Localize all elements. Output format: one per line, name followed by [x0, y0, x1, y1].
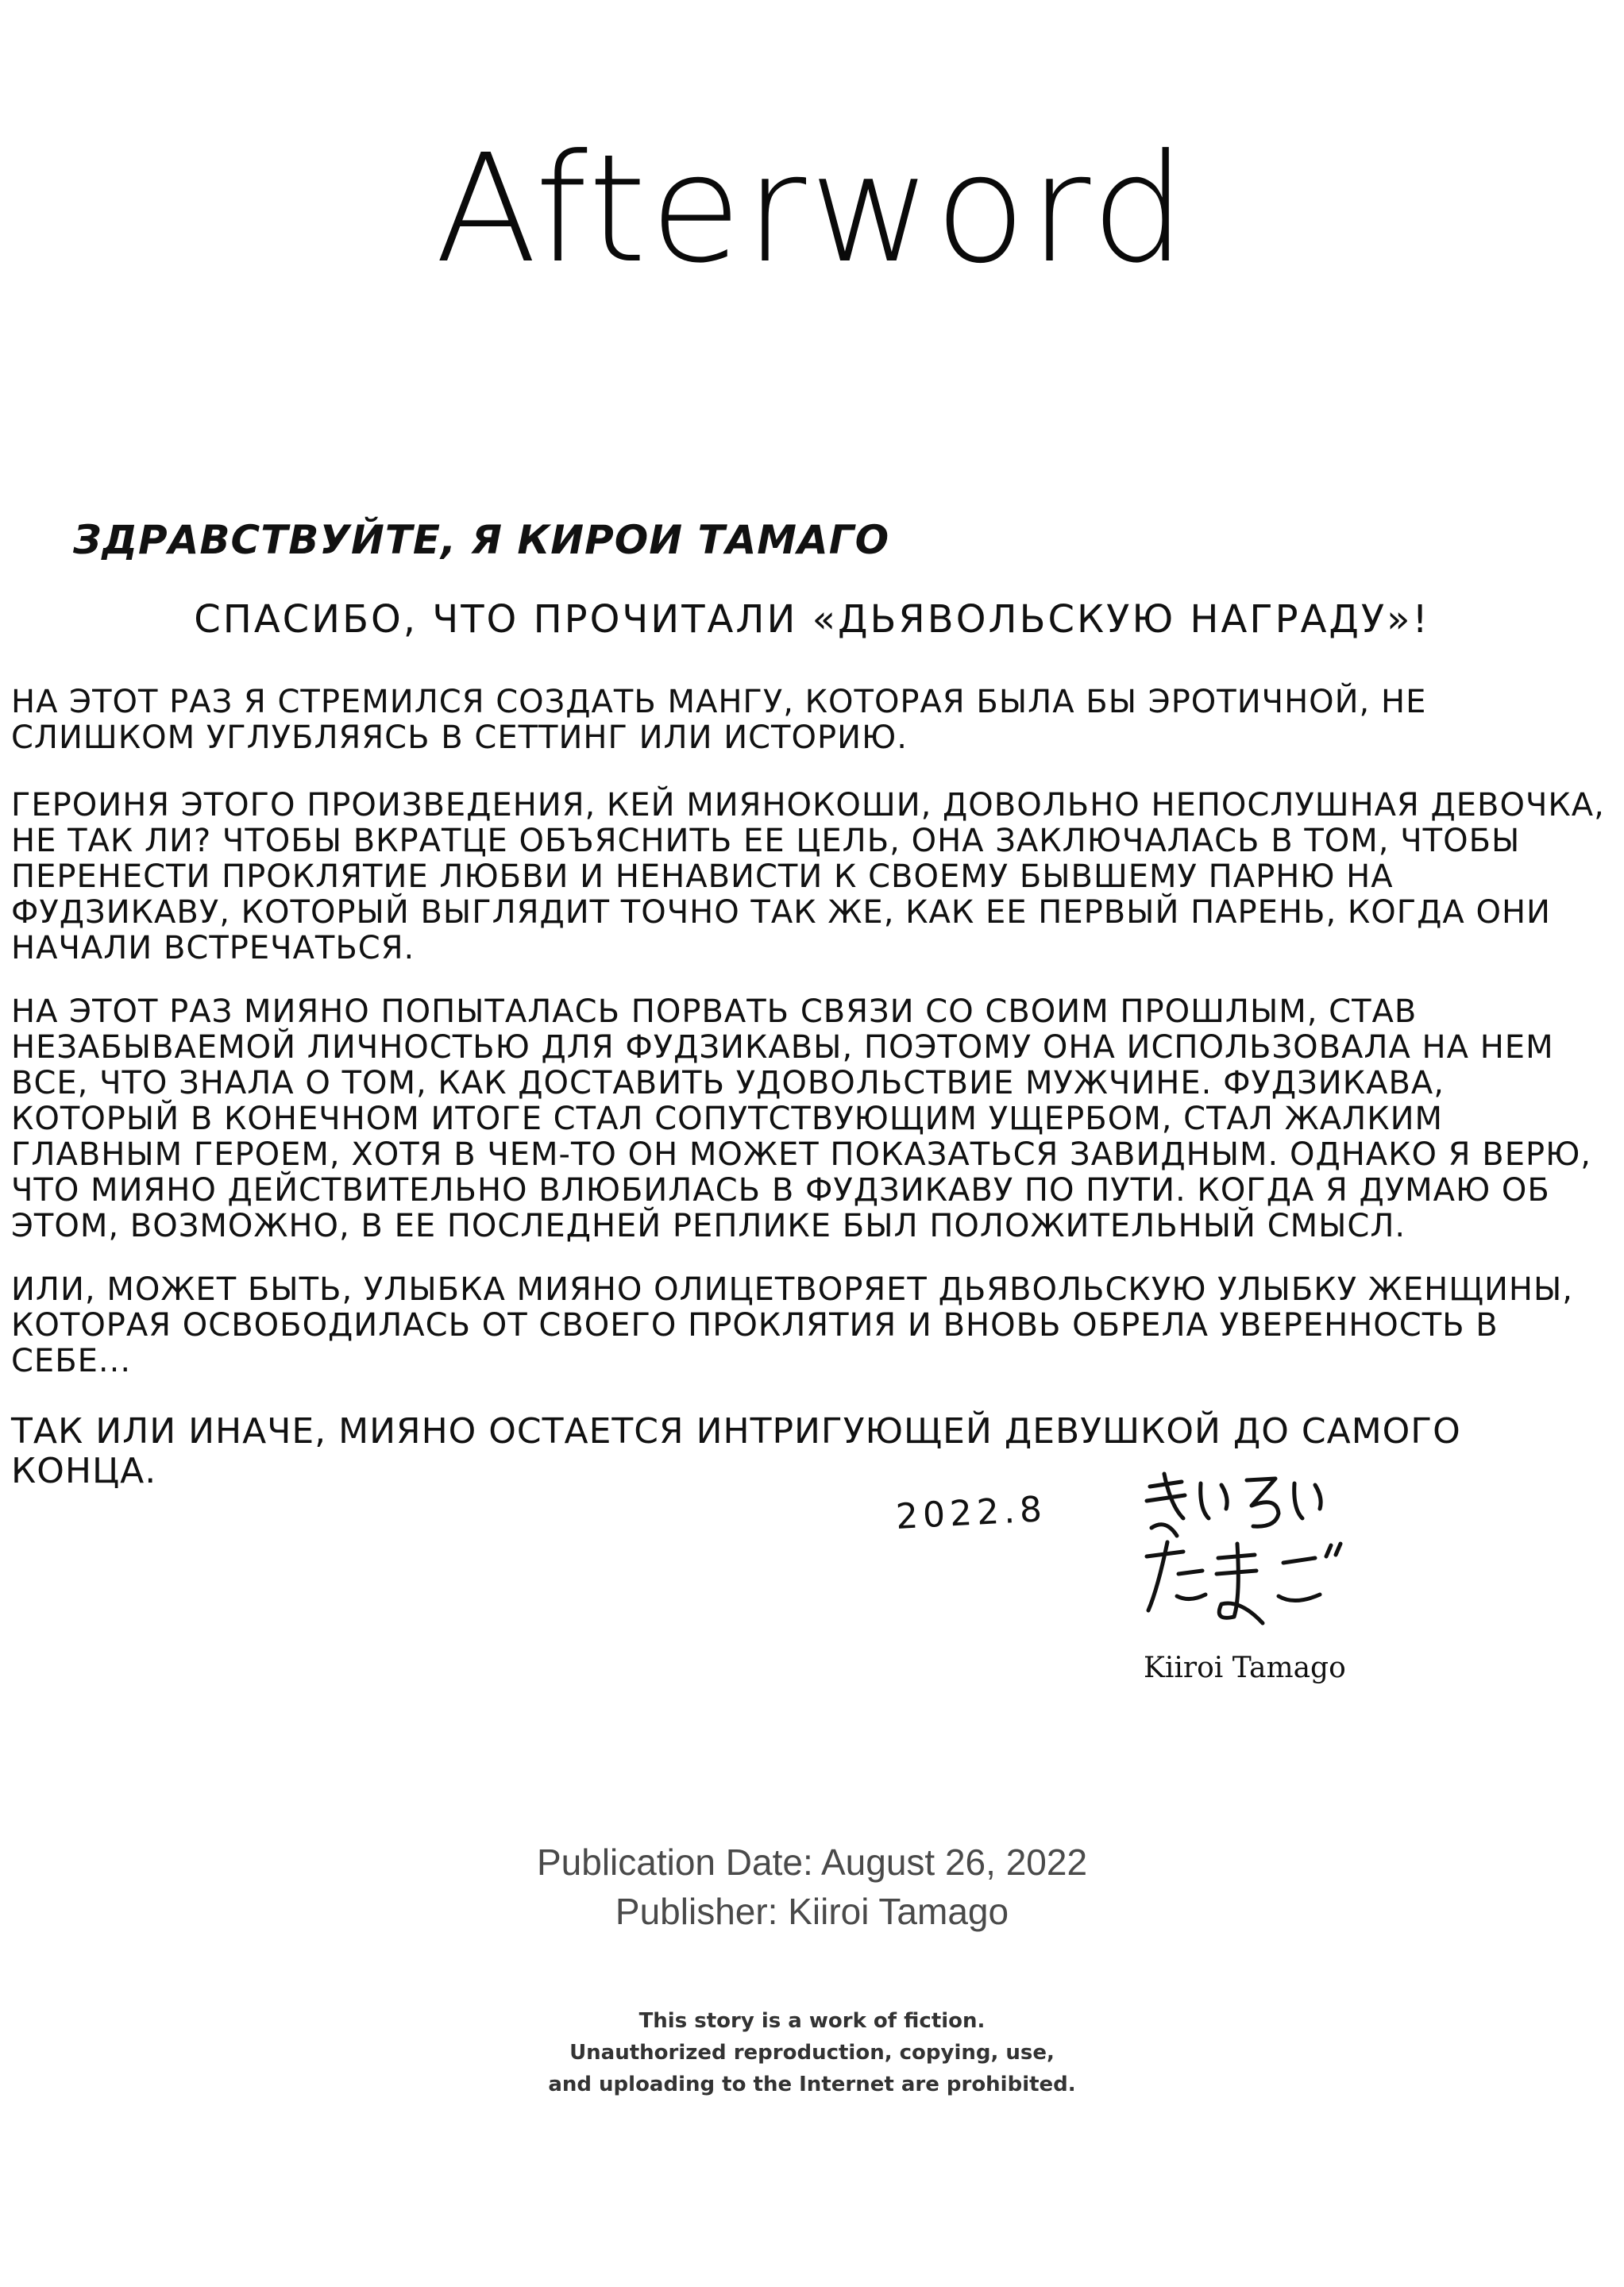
signature-date: 2022.8 [894, 1489, 1048, 1537]
handwritten-signature [1136, 1469, 1366, 1652]
notice-line: and uploading to the Internet are prohibited. [548, 2073, 1076, 2096]
notice-line: This story is a work of fiction. [638, 2009, 986, 2033]
signature-name: Kiiroi Tamago [1144, 1652, 1346, 1684]
greeting-line: ЗДРАВСТВУЙТЕ, Я КИРОИ ТАМАГО [73, 517, 890, 563]
paragraph-4: ИЛИ, МОЖЕТ БЫТЬ, УЛЫБКА МИЯНО ОЛИЦЕТВОРЯЕТ ДЬЯВОЛЬСКУЮ УЛЫБКУ ЖЕНЩИНЫ, КОТОРАЯ ОСВОБОДИЛАСЬ ОТ СВОЕГО ПРОКЛЯТИЯ И ВНОВЬ ОБРЕЛА УВЕРЕННОСТЬ В СЕБЕ... [11, 1271, 1573, 1379]
publisher-line: Publisher: Kiiroi Tamago [615, 1891, 1009, 1932]
paragraph-5: ТАК ИЛИ ИНАЧЕ, МИЯНО ОСТАЕТСЯ ИНТРИГУЮЩЕЙ ДЕВУШКОЙ ДО САМОГО КОНЦА. [11, 1411, 1461, 1491]
paragraph-3: НА ЭТОТ РАЗ МИЯНО ПОПЫТАЛАСЬ ПОРВАТЬ СВЯЗИ СО СВОИМ ПРОШЛЫМ, СТАВ НЕЗАБЫВАЕМОЙ ЛИЧНОСТЬЮ ДЛЯ ФУДЗИКАВЫ, ПОЭТОМУ ОНА ИСПОЛЬЗОВАЛА НА НЕМ ВСЕ, ЧТО ЗНАЛА О ТОМ, КАК ДОСТАВИТЬ УДОВОЛЬСТВИЕ МУЖЧИНЕ. ФУДЗИКАВА, КОТОРЫЙ В КОНЕЧНОМ ИТОГЕ СТАЛ СОПУТСТВУЮЩИМ УЩЕРБОМ, СТАЛ ЖАЛКИМ ГЛАВНЫМ ГЕРОЕМ, ХОТЯ В ЧЕМ-ТО ОН МОЖЕТ ПОКАЗАТЬСЯ ЗАВИДНЫМ. ОДНАКО Я ВЕРЮ, ЧТО МИЯНО ДЕЙСТВИТЕЛЬНО ВЛЮБИЛАСЬ В ФУДЗИКАВУ ПО ПУТИ. КОГДА Я ДУМАЮ ОБ ЭТОМ, ВОЗМОЖНО, В ЕЕ ПОСЛЕДНЕЙ РЕПЛИКЕ БЫЛ ПОЛОЖИТЕЛЬНЫЙ СМЫСЛ. [11, 993, 1591, 1244]
paragraph-1: НА ЭТОТ РАЗ Я СТРЕМИЛСЯ СОЗДАТЬ МАНГУ, КОТОРАЯ БЫЛА БЫ ЭРОТИЧНОЙ, НЕ СЛИШКОМ УГЛУБЛЯЯСЬ В СЕТТИНГ ИЛИ ИСТОРИЮ. [11, 684, 1427, 756]
notice-line: Unauthorized reproduction, copying, use, [569, 2041, 1055, 2065]
thanks-line: СПАСИБО, ЧТО ПРОЧИТАЛИ «ДЬЯВОЛЬСКУЮ НАГРАДУ»! [194, 597, 1430, 642]
paragraph-2: ГЕРОИНЯ ЭТОГО ПРОИЗВЕДЕНИЯ, КЕЙ МИЯНОКОШИ, ДОВОЛЬНО НЕПОСЛУШНАЯ ДЕВОЧКА, НЕ ТАК ЛИ? ЧТОБЫ ВКРАТЦЕ ОБЪЯСНИТЬ ЕЕ ЦЕЛЬ, ОНА ЗАКЛЮЧАЛАСЬ В ТОМ, ЧТОБЫ ПЕРЕНЕСТИ ПРОКЛЯТИЕ ЛЮБВИ И НЕНАВИСТИ К СВОЕМУ БЫВШЕМУ ПАРНЮ НА ФУДЗИКАВУ, КОТОРЫЙ ВЫГЛЯДИТ ТОЧНО ТАК ЖЕ, КАК ЕЕ ПЕРВЫЙ ПАРЕНЬ, КОГДА ОНИ НАЧАЛИ ВСТРЕЧАТЬСЯ. [11, 787, 1605, 966]
page-title: Afterword [434, 122, 1190, 296]
publication-date: Publication Date: August 26, 2022 [536, 1842, 1088, 1883]
